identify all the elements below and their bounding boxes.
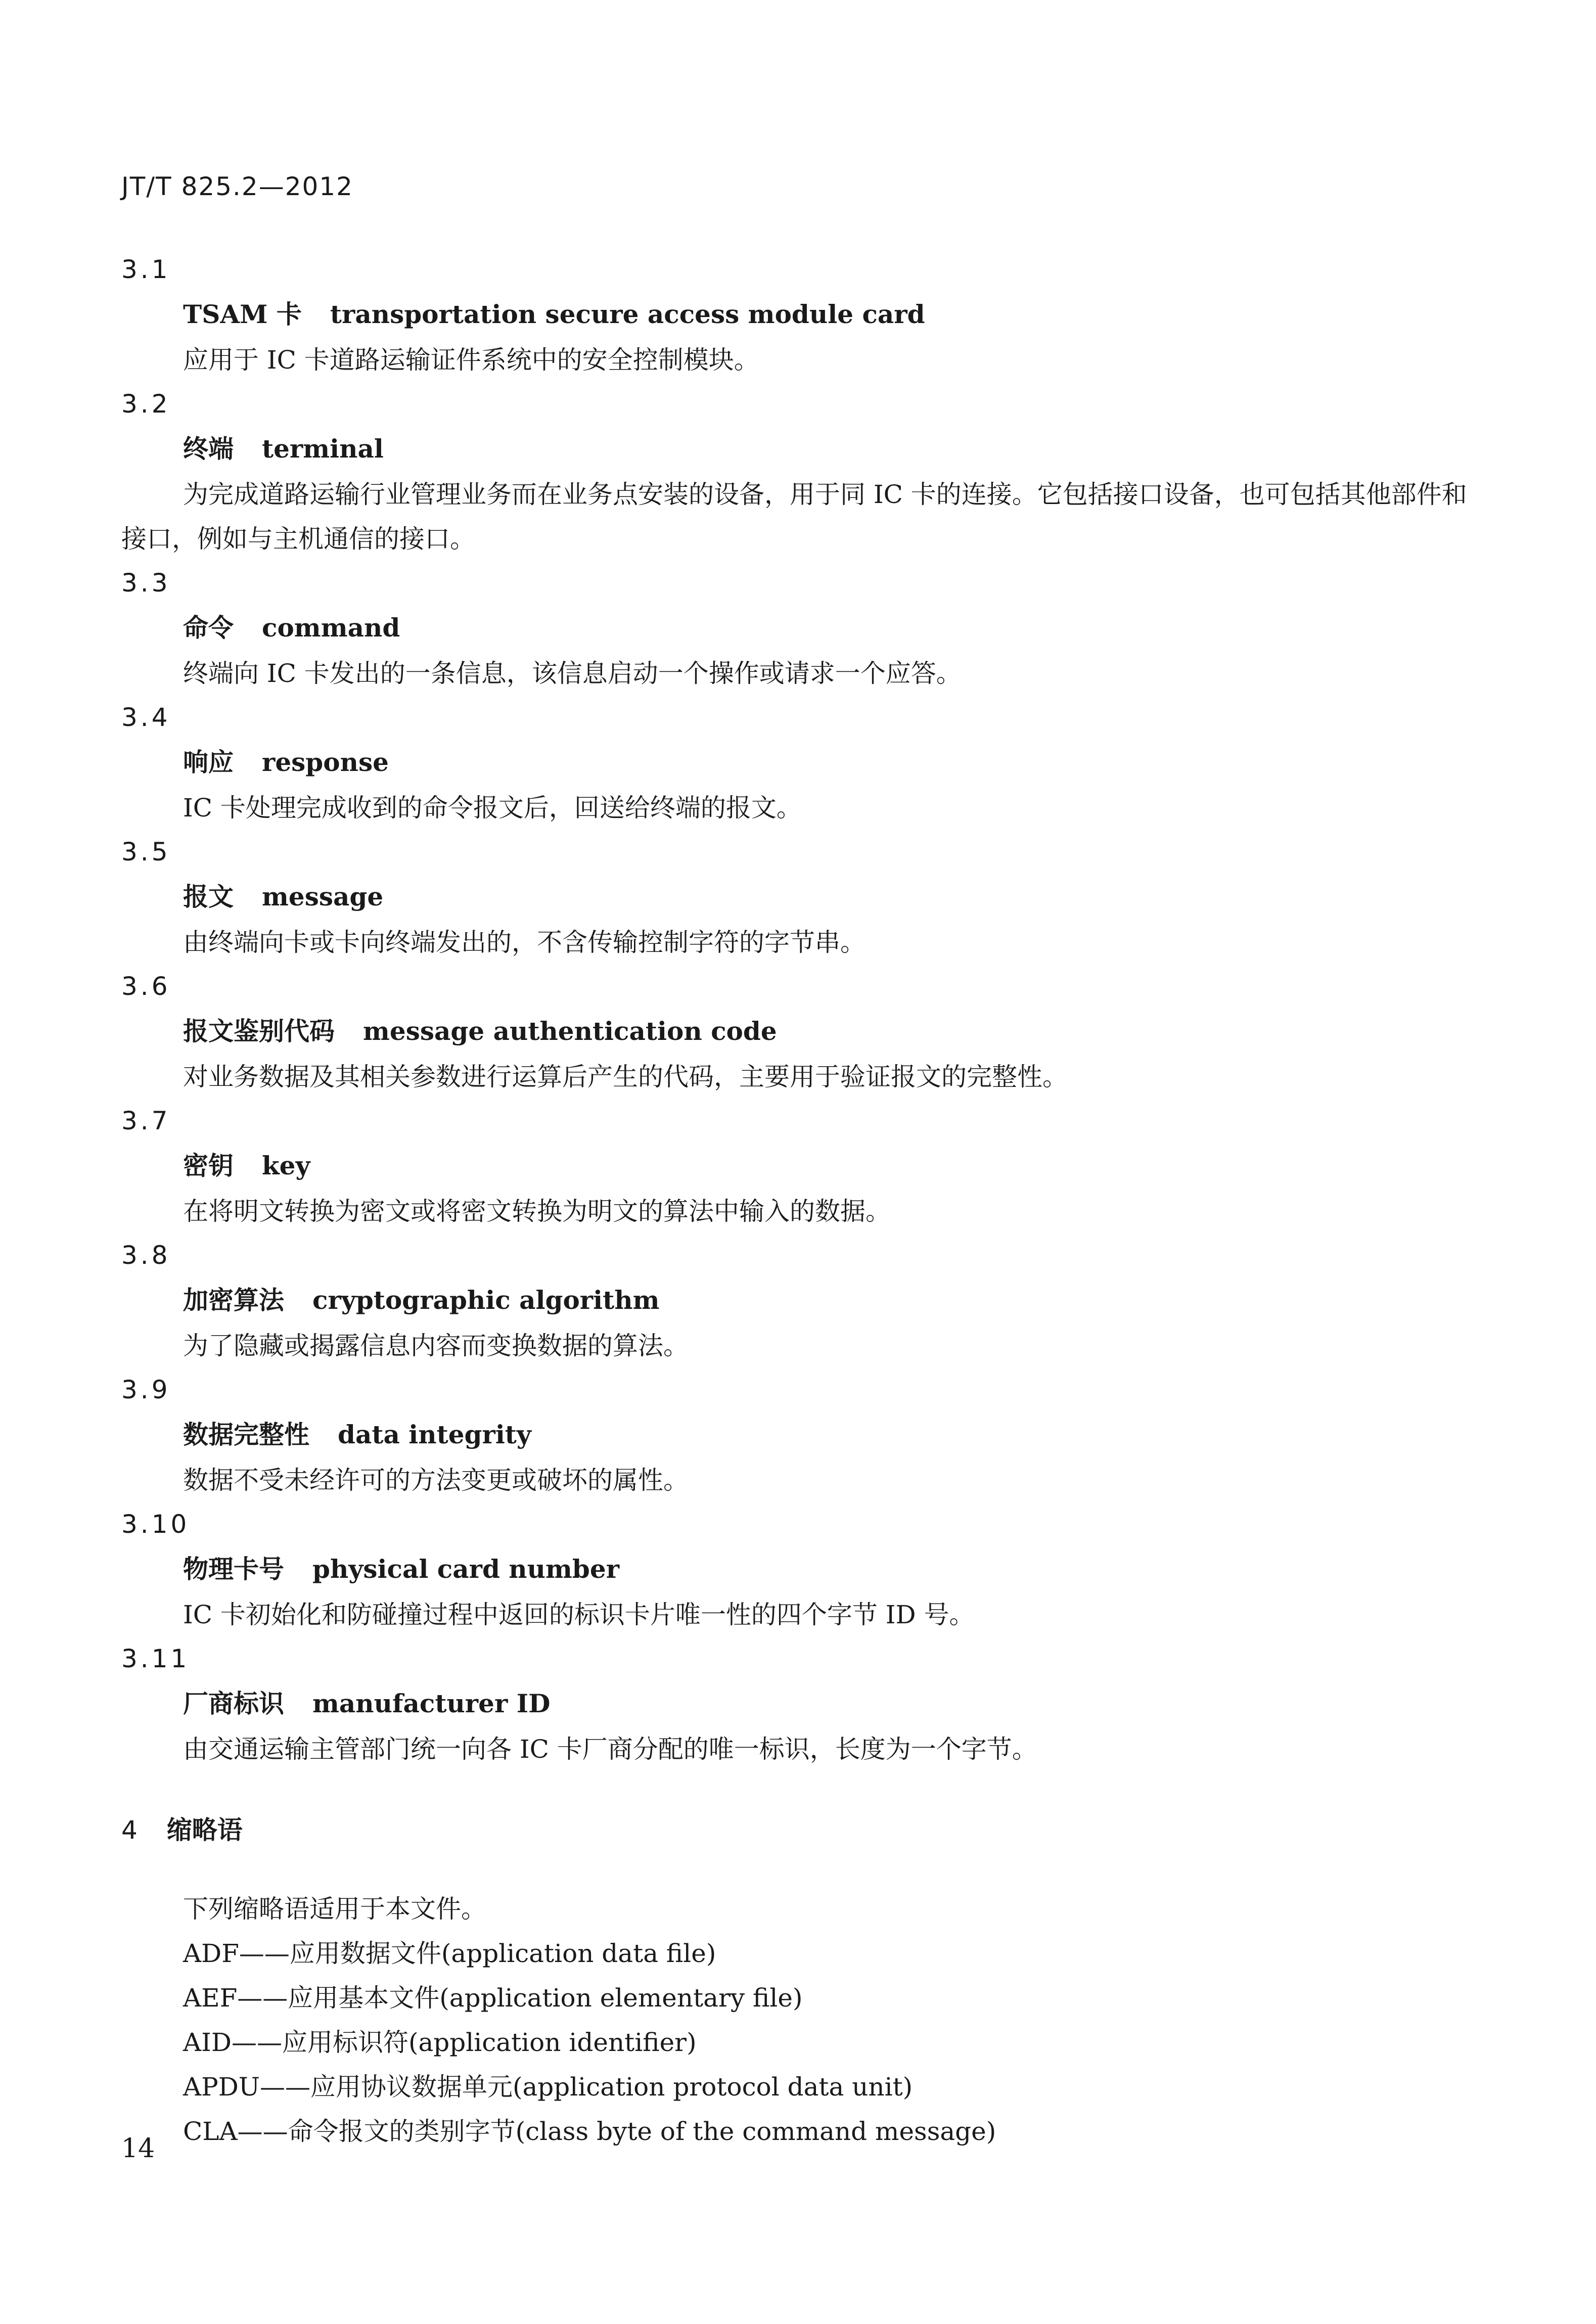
term-heading (121, 739, 1476, 786)
term-heading (121, 1277, 1476, 1324)
term-number: 3.5 (121, 837, 171, 867)
abbreviation-item: AID——应用标识符(application identifier) (183, 2028, 697, 2057)
abbreviation-item: CLA——命令报文的类别字节(class byte of the command message) (183, 2117, 996, 2146)
term-chinese: 报文鉴别代码 (183, 1016, 335, 1046)
term-chinese: 数据完整性 (183, 1420, 309, 1449)
term-chinese: 厂商标识 (183, 1689, 284, 1718)
term-chinese: 报文 (183, 882, 234, 912)
term-entry (121, 1502, 1476, 1637)
section-intro: 下列缩略语适用于本文件。 (183, 1894, 486, 1924)
term-entry (121, 965, 1476, 1099)
term-number: 3.7 (121, 1106, 171, 1135)
abbreviation-item: ADF——应用数据文件(application data file) (183, 1939, 716, 1968)
term-english: command (262, 613, 400, 643)
term-chinese: TSAM 卡 (183, 299, 302, 329)
term-entry (121, 1368, 1476, 1502)
term-entry (121, 1099, 1476, 1234)
term-heading (121, 1143, 1476, 1189)
abbreviation-item: AEF——应用基本文件(application elementary file) (183, 1983, 803, 2013)
term-heading (121, 1008, 1476, 1055)
term-heading (121, 874, 1476, 920)
term-entry (121, 830, 1476, 965)
term-entry (121, 1637, 1476, 1771)
term-definition: 由终端向卡或卡向终端发出的，不含传输控制字符的字节串。 (183, 928, 865, 957)
section-number: 4 (121, 1815, 138, 1845)
term-entry (121, 1234, 1476, 1368)
term-definition: 对业务数据及其相关参数进行运算后产生的代码，主要用于验证报文的完整性。 (183, 1062, 1068, 1091)
term-definition: 应用于 IC 卡道路运输证件系统中的安全控制模块。 (183, 345, 759, 375)
section-title: 缩略语 (166, 1815, 243, 1845)
term-chinese: 终端 (183, 434, 234, 464)
term-number: 3.8 (121, 1241, 171, 1270)
abbreviation-item: APDU——应用协议数据单元(application protocol data unit) (183, 2072, 913, 2102)
term-definition: 为完成道路运输行业管理业务而在业务点安装的设备，用于同 IC 卡的连接。它包括接口设备，也可包括其他部件和接口，例如与主机通信的接口。 (121, 480, 1467, 554)
document-body (121, 248, 1476, 2154)
term-heading (121, 1411, 1476, 1458)
term-english: data integrity (338, 1420, 531, 1449)
section-heading (121, 1800, 1476, 1860)
term-entry (121, 561, 1476, 696)
term-number: 3.9 (121, 1375, 171, 1404)
term-english: response (262, 747, 389, 777)
term-definition: 由交通运输主管部门统一向各 IC 卡厂商分配的唯一标识，长度为一个字节。 (183, 1735, 1037, 1764)
term-definition: 数据不受未经许可的方法变更或破坏的属性。 (183, 1466, 689, 1495)
term-chinese: 物理卡号 (183, 1554, 284, 1584)
term-chinese: 密钥 (183, 1151, 234, 1180)
term-english: physical card number (312, 1554, 620, 1584)
term-english: transportation secure access module card (330, 299, 925, 329)
term-heading (121, 291, 1476, 338)
term-number: 3.10 (121, 1510, 190, 1539)
term-english: terminal (262, 434, 384, 464)
term-definition: IC 卡处理完成收到的命令报文后，回送给终端的报文。 (183, 793, 802, 823)
term-heading (121, 605, 1476, 651)
term-entry (121, 248, 1476, 382)
term-entry (121, 696, 1476, 830)
term-definition: 终端向 IC 卡发出的一条信息，该信息启动一个操作或请求一个应答。 (183, 659, 962, 688)
term-number: 3.3 (121, 568, 171, 598)
term-definition: 在将明文转换为密文或将密文转换为明文的算法中输入的数据。 (183, 1197, 891, 1226)
term-definition: 为了隐藏或揭露信息内容而变换数据的算法。 (183, 1331, 689, 1360)
term-english: message (262, 882, 384, 912)
term-chinese: 命令 (183, 613, 234, 643)
term-english: manufacturer ID (312, 1689, 551, 1718)
term-number: 3.6 (121, 972, 171, 1001)
term-english: key (262, 1151, 310, 1180)
term-number: 3.4 (121, 703, 171, 732)
term-heading (121, 1546, 1476, 1592)
term-definition: IC 卡初始化和防碰撞过程中返回的标识卡片唯一性的四个字节 ID 号。 (183, 1600, 975, 1629)
term-heading (121, 1680, 1476, 1727)
term-entry (121, 382, 1476, 561)
term-chinese: 响应 (183, 747, 234, 777)
term-number: 3.1 (121, 255, 171, 284)
term-number: 3.11 (121, 1644, 190, 1673)
term-heading (121, 426, 1476, 472)
term-english: message authentication code (363, 1016, 777, 1046)
term-chinese: 加密算法 (183, 1285, 284, 1315)
term-number: 3.2 (121, 389, 171, 419)
document-id-header: JT/T 825.2—2012 (121, 172, 353, 201)
page-number: 14 (121, 2133, 155, 2164)
term-english: cryptographic algorithm (312, 1285, 660, 1315)
